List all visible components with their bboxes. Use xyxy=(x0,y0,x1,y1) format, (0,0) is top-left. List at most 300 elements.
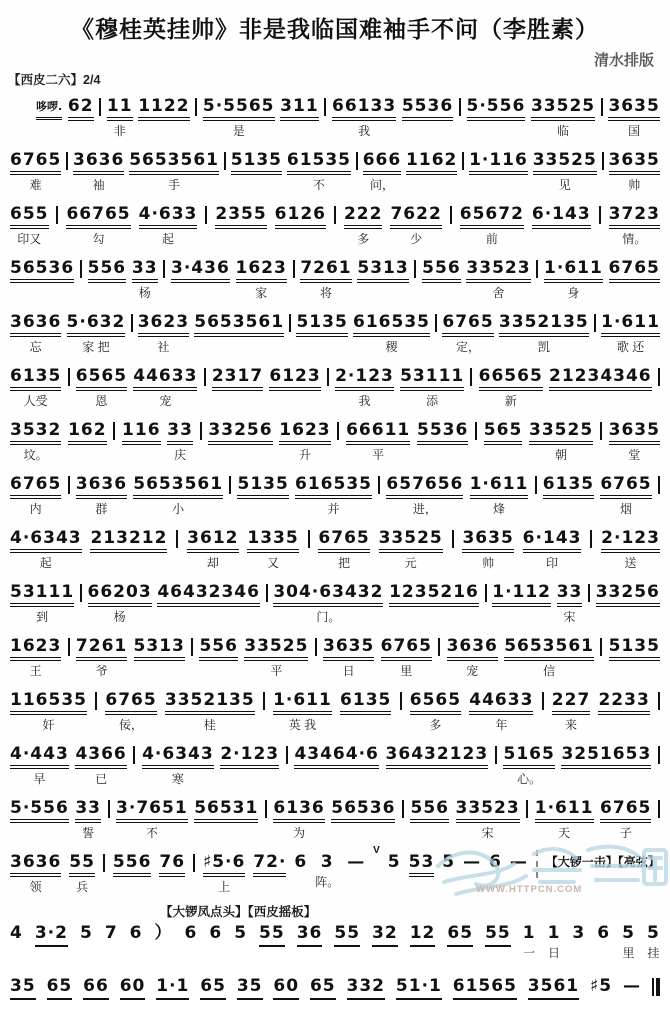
note-text: 6135 xyxy=(340,690,391,715)
note-text: 3636 xyxy=(10,312,61,337)
lyric-text: 凯 xyxy=(537,340,550,354)
note-group xyxy=(10,636,61,678)
barline xyxy=(205,206,207,224)
note-group xyxy=(273,582,383,624)
lyric-text: 少 xyxy=(410,232,423,246)
note-text: 213212 xyxy=(90,528,167,553)
note-text: 222 xyxy=(344,204,383,229)
barline xyxy=(99,98,101,116)
note-text: 6136 xyxy=(273,798,324,823)
note-text: 2·123 xyxy=(220,744,279,769)
note-group xyxy=(295,474,372,516)
barline xyxy=(286,746,288,764)
lyric-text: 坟。 xyxy=(23,448,48,462)
note-group xyxy=(120,976,146,1017)
note-group xyxy=(410,690,461,732)
note-text: 56536 xyxy=(10,258,74,283)
note-text: 6565 xyxy=(410,690,461,715)
note-text: 655 xyxy=(10,204,49,229)
note-text: 556 xyxy=(113,852,152,877)
lyric-text: 杨 xyxy=(113,610,126,624)
note-text: 556 xyxy=(88,258,127,283)
note-group xyxy=(88,258,127,300)
note-text: 7261 xyxy=(76,636,127,661)
note-text: 1·112 xyxy=(492,582,551,607)
note-text: 53 xyxy=(409,852,435,877)
barline xyxy=(658,476,660,494)
note-text: 162 xyxy=(68,420,107,445)
note-text: 3636 xyxy=(447,636,498,661)
lyric-text: 宋 xyxy=(563,610,576,624)
lyric-text: 勾 xyxy=(92,232,105,246)
note-group xyxy=(561,744,651,786)
note-text: 2·123 xyxy=(601,528,660,553)
note-group xyxy=(400,366,464,408)
note-text: 6123 xyxy=(269,366,320,391)
note-group xyxy=(10,976,36,1017)
lyric-text: 添 xyxy=(426,394,439,408)
lyric-text: 我 xyxy=(358,124,371,138)
note-group xyxy=(402,96,453,138)
lyric-text: 烽 xyxy=(492,502,505,516)
note-group xyxy=(463,852,481,889)
note-group xyxy=(122,420,161,462)
note-text: 5 xyxy=(622,923,635,943)
lyric-text: 歌 还 xyxy=(616,340,645,354)
note-group xyxy=(10,798,69,840)
note-text: 5313 xyxy=(134,636,185,661)
note-text: 3623 xyxy=(138,312,189,337)
lyric-text: 杨 xyxy=(138,286,151,300)
note-text: 1·611 xyxy=(273,690,332,715)
note-group xyxy=(231,150,282,192)
lyric-text: 将 xyxy=(319,286,332,300)
note-text: 33525 xyxy=(533,150,597,175)
note-group xyxy=(88,582,152,624)
note-text: 3352135 xyxy=(165,690,255,715)
lyric-text: 恩 xyxy=(95,394,108,408)
note-group xyxy=(623,976,641,1013)
note-group xyxy=(10,150,61,192)
note-text: 5313 xyxy=(357,258,408,283)
note-text: 55 xyxy=(334,923,360,947)
note-text: 616535 xyxy=(353,312,430,337)
barline xyxy=(131,314,133,332)
note-text: 4·6343 xyxy=(142,744,214,769)
note-group xyxy=(134,636,185,678)
note-group xyxy=(406,150,457,192)
note-group xyxy=(132,258,158,300)
lyric-text: 把 xyxy=(338,556,351,570)
note-text: 33256 xyxy=(596,582,660,607)
lyric-text: 不 xyxy=(145,826,158,840)
lyric-text: 桂 xyxy=(203,718,216,732)
note-group xyxy=(185,923,198,960)
note-group xyxy=(528,976,579,1017)
note-text: 556 xyxy=(410,798,449,823)
lyric-text: 印又 xyxy=(17,232,42,246)
music-line xyxy=(10,690,660,732)
note-group xyxy=(543,474,594,516)
barline xyxy=(435,314,437,332)
note-text: 66565 xyxy=(479,366,543,391)
barline xyxy=(459,98,461,116)
barline xyxy=(452,530,454,548)
section-label: 【大锣凤点头】【西皮摇板】 xyxy=(160,905,317,919)
note-group xyxy=(531,96,595,138)
note-group xyxy=(390,204,441,246)
note-text: 3723 xyxy=(609,204,660,229)
barline xyxy=(535,476,537,494)
note-group xyxy=(203,96,275,138)
note-group xyxy=(410,798,449,840)
lyric-text: 领 xyxy=(29,880,42,894)
music-line xyxy=(10,258,660,300)
barline xyxy=(590,530,592,548)
barline xyxy=(402,800,404,818)
note-text: 4366 xyxy=(75,744,126,769)
note-group xyxy=(353,312,430,354)
note-text: 3635 xyxy=(609,150,660,175)
note-text: 5653561 xyxy=(194,312,284,337)
note-group xyxy=(10,690,87,732)
lyric-text: 寒 xyxy=(171,772,184,786)
note-text: 6765 xyxy=(609,258,660,283)
note-group xyxy=(296,312,347,354)
music-line xyxy=(10,582,660,624)
music-line xyxy=(10,923,660,964)
note-group xyxy=(600,798,651,840)
lyric-text: 社 xyxy=(157,340,170,354)
lyric-text: 手 xyxy=(168,178,181,192)
note-text: ） xyxy=(154,923,173,943)
note-text: 6565 xyxy=(76,366,127,391)
note-group xyxy=(447,636,498,678)
note-text: 1 xyxy=(522,923,536,943)
note-text: 62 xyxy=(68,96,94,121)
note-group xyxy=(469,690,533,732)
lyric-text: 宠 xyxy=(466,664,479,678)
barline xyxy=(66,152,68,170)
note-text: 6126 xyxy=(275,204,326,229)
lyric-text: 里 xyxy=(622,946,635,960)
barline xyxy=(450,206,452,224)
lyric-text: 舍 xyxy=(492,286,505,300)
note-group xyxy=(10,582,74,624)
note-group xyxy=(386,474,463,516)
note-text: 56536 xyxy=(331,798,395,823)
note-text: 35 xyxy=(10,976,36,1000)
note-group xyxy=(139,204,198,246)
note-text: 11 xyxy=(107,96,133,121)
note-group xyxy=(10,744,69,786)
note-text: 7261 xyxy=(300,258,351,283)
note-group xyxy=(244,636,308,678)
lyric-text: 元 xyxy=(404,556,417,570)
note-text: 36 xyxy=(297,923,323,947)
note-group xyxy=(479,366,543,408)
note-text: — xyxy=(622,976,641,996)
lead-in-vocable: 哆啰. xyxy=(36,96,62,120)
note-text: 6 xyxy=(129,923,143,943)
note-group xyxy=(157,582,260,624)
barline xyxy=(526,800,528,818)
note-text: 36432123 xyxy=(386,744,489,769)
barline xyxy=(289,314,291,332)
music-line xyxy=(10,96,660,138)
lyric-text: 人受 xyxy=(23,394,48,408)
note-text: 3612 xyxy=(187,528,238,553)
note-group xyxy=(215,204,266,246)
note-text: 6765 xyxy=(381,636,432,661)
note-text: 1122 xyxy=(138,96,189,121)
note-text: 53111 xyxy=(10,582,74,607)
barline xyxy=(68,638,70,656)
note-text: — xyxy=(463,852,482,872)
note-group xyxy=(171,258,230,300)
lyric-text: 内 xyxy=(29,502,42,516)
note-group xyxy=(489,852,502,889)
note-group xyxy=(133,366,197,408)
note-group xyxy=(10,312,61,354)
note-text: 6765 xyxy=(10,474,61,499)
lyric-text: 帅 xyxy=(628,178,641,192)
note-text: 6765 xyxy=(442,312,493,337)
note-text: 1162 xyxy=(406,150,457,175)
note-text: 6 xyxy=(184,923,198,943)
lyric-text: 誓 xyxy=(82,826,95,840)
note-text: 4·443 xyxy=(10,744,69,769)
note-text: 55 xyxy=(485,923,511,947)
lyric-text: 起 xyxy=(161,232,174,246)
note-text: 3·436 xyxy=(171,258,230,283)
note-group xyxy=(363,150,402,192)
lyric-text: 平 xyxy=(372,448,385,462)
note-group xyxy=(129,150,219,192)
note-group xyxy=(388,852,401,889)
note-group xyxy=(409,852,435,894)
lyric-text: 情。 xyxy=(622,232,647,246)
note-text: 60 xyxy=(273,976,299,1000)
lyric-text: 为 xyxy=(293,826,306,840)
note-text: 6 xyxy=(209,923,223,943)
note-group xyxy=(344,204,383,246)
note-group xyxy=(503,744,554,786)
lyric-text: 忘 xyxy=(29,340,42,354)
note-group xyxy=(300,258,351,300)
barline xyxy=(315,638,317,656)
lyric-text: 多 xyxy=(357,232,370,246)
note-group xyxy=(467,96,526,138)
note-group xyxy=(323,636,374,678)
note-text: 35 xyxy=(237,976,263,1000)
note-group xyxy=(601,528,660,570)
lyric-text: 爷 xyxy=(95,664,108,678)
note-text: 1335 xyxy=(247,528,298,553)
note-group xyxy=(470,474,529,516)
note-group xyxy=(546,852,660,889)
note-text: 65672 xyxy=(460,204,524,229)
note-text: 33 xyxy=(167,420,193,445)
note-text: 3251653 xyxy=(561,744,651,769)
note-text: 7622 xyxy=(390,204,441,229)
note-group xyxy=(220,744,279,786)
lyric-text: 并 xyxy=(327,502,340,516)
note-text: 3 xyxy=(320,852,334,872)
lyric-text: 起 xyxy=(39,556,52,570)
note-group xyxy=(142,744,214,786)
note-text: 4 xyxy=(10,923,23,943)
barline xyxy=(191,638,193,656)
note-text: 51·1 xyxy=(396,976,442,1000)
barline xyxy=(204,368,206,386)
note-text: ♯5·6 xyxy=(203,852,245,877)
note-text: 53111 xyxy=(400,366,464,391)
music-line xyxy=(10,528,660,570)
note-group xyxy=(209,923,222,960)
note-group xyxy=(253,852,286,894)
note-text: 65 xyxy=(47,976,73,1000)
note-text: 556 xyxy=(199,636,238,661)
lyric-text: 不 xyxy=(312,178,325,192)
barline xyxy=(542,692,544,710)
note-group xyxy=(280,96,319,138)
note-text: 3635 xyxy=(608,96,659,121)
note-text: 66611 xyxy=(346,420,410,445)
note-text: 56531 xyxy=(194,798,258,823)
note-group xyxy=(335,366,394,408)
note-group xyxy=(35,923,68,964)
note-group xyxy=(269,366,320,408)
notation-lines xyxy=(0,88,670,1017)
barline xyxy=(293,260,295,278)
note-text: 12 xyxy=(410,923,436,947)
note-group xyxy=(346,420,410,462)
note-group xyxy=(138,96,189,138)
lyric-text: 堂 xyxy=(628,448,641,462)
note-group xyxy=(75,798,101,840)
note-group xyxy=(499,312,589,354)
lyric-text: 阵。 xyxy=(315,875,340,889)
lyric-text: 来 xyxy=(565,718,578,732)
barline xyxy=(600,638,602,656)
lyric-text: 日 xyxy=(547,946,560,960)
note-text: 66 xyxy=(83,976,109,1000)
lyric-text: 定， xyxy=(456,340,481,354)
note-group xyxy=(194,798,258,840)
note-text: 5135 xyxy=(231,150,282,175)
note-group xyxy=(199,636,238,678)
barline xyxy=(200,422,202,440)
note-group xyxy=(462,528,513,570)
note-group xyxy=(396,976,442,1017)
barline xyxy=(536,260,538,278)
note-text: 33525 xyxy=(244,636,308,661)
note-group xyxy=(381,636,432,678)
lyric-text: 烟 xyxy=(619,502,632,516)
barline xyxy=(95,692,97,710)
barline xyxy=(658,746,660,764)
note-group xyxy=(68,96,94,138)
note-text: 5 xyxy=(79,923,93,943)
note-group xyxy=(130,923,143,960)
note-text: 1·611 xyxy=(601,312,660,337)
lyric-text: 帅 xyxy=(482,556,495,570)
note-group xyxy=(442,312,493,354)
barline xyxy=(658,800,660,818)
note-text: 65 xyxy=(310,976,336,1000)
note-text: 5653561 xyxy=(129,150,219,175)
note-text: 7 xyxy=(104,923,118,943)
note-group xyxy=(552,690,591,732)
note-group xyxy=(237,976,263,1017)
note-text: 1623 xyxy=(236,258,287,283)
note-text: 657656 xyxy=(386,474,463,499)
note-group xyxy=(572,923,585,960)
lyric-text: 奸 xyxy=(42,718,55,732)
note-text: 116 xyxy=(122,420,161,445)
note-group xyxy=(466,258,530,300)
note-text: 3636 xyxy=(10,852,61,877)
lyric-text: 袖 xyxy=(92,178,105,192)
note-group xyxy=(275,204,326,246)
lyric-text: 进， xyxy=(412,502,437,516)
note-text: 311 xyxy=(280,96,319,121)
lyric-text: 临 xyxy=(557,124,570,138)
note-group xyxy=(504,636,594,678)
note-text: 6135 xyxy=(10,366,61,391)
note-group xyxy=(492,582,551,624)
note-group xyxy=(331,798,395,840)
note-group xyxy=(422,258,461,300)
note-text: 1235216 xyxy=(389,582,479,607)
breath-mark: V xyxy=(373,845,380,856)
note-text: 55 xyxy=(69,852,95,877)
note-text: 66203 xyxy=(88,582,152,607)
note-text: 33525 xyxy=(531,96,595,121)
note-group xyxy=(297,923,323,964)
barline xyxy=(263,692,265,710)
note-group xyxy=(544,258,603,300)
note-text: 1·611 xyxy=(470,474,529,499)
note-text: 5 xyxy=(442,852,456,872)
note-group xyxy=(372,923,398,964)
note-text: 565 xyxy=(484,420,523,445)
barline xyxy=(602,152,604,170)
note-text: 5165 xyxy=(503,744,554,769)
note-text: 1·116 xyxy=(469,150,528,175)
lyric-text: 日 xyxy=(342,664,355,678)
note-text: 44633 xyxy=(133,366,197,391)
music-line xyxy=(10,845,660,894)
note-text: 44633 xyxy=(469,690,533,715)
note-group xyxy=(90,528,167,570)
barline xyxy=(594,314,596,332)
note-text: 556 xyxy=(422,258,461,283)
note-group xyxy=(273,798,324,840)
note-group xyxy=(347,852,365,889)
note-group xyxy=(236,258,287,300)
barline xyxy=(356,152,358,170)
note-group xyxy=(647,923,660,960)
note-text: 1 xyxy=(547,923,561,943)
note-text: 65 xyxy=(200,976,226,1000)
lyric-text: 家 把 xyxy=(82,340,110,354)
note-text: 5653561 xyxy=(133,474,223,499)
note-group xyxy=(105,923,118,960)
lyric-text: 门。 xyxy=(316,610,341,624)
barline xyxy=(599,206,601,224)
